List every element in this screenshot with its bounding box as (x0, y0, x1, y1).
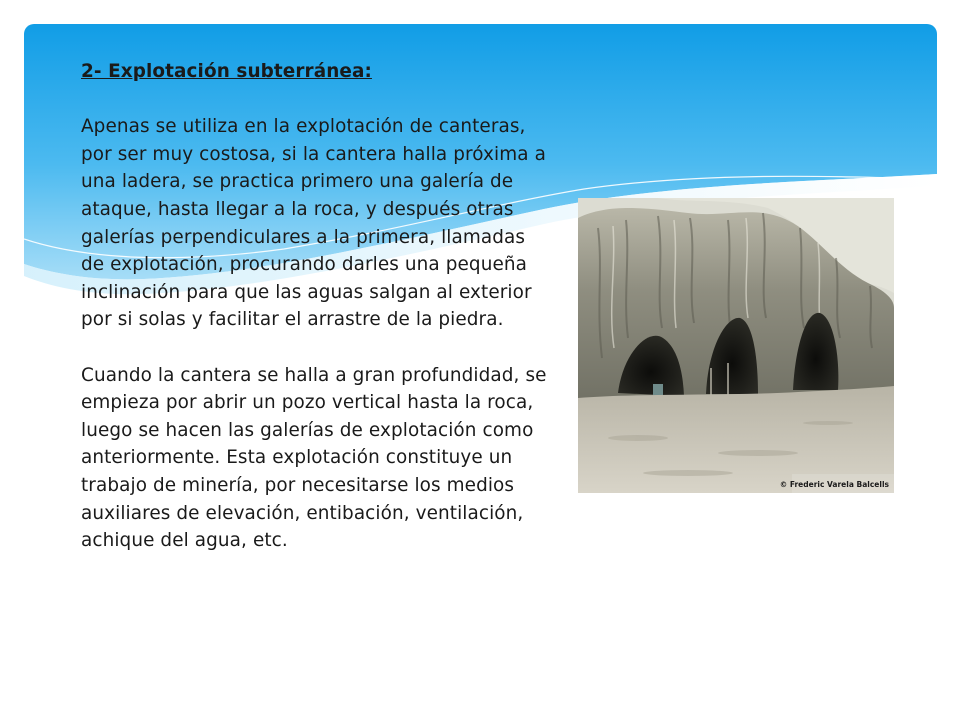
paragraph-pozo: Cuando la cantera se halla a gran profundidad, se empieza por abrir un pozo vertical hasta la roca, luego se hacen las galerías de explotación como anteriormente. Esta explotación constituye un trabajo de minería, por necesitarse los medios auxiliares de elevación, entibación, ventilación, achique del agua, etc. (81, 364, 547, 552)
slide (24, 24, 937, 698)
paragraph-galerias: Apenas se utiliza en la explotación de canteras, por ser muy costosa, si la cantera halla próxima a una ladera, se practica primero una galería de ataque, hasta llegar a la roca, y después otras galerías perpendiculares a la primera, llamadas de explotación, procurando darles una pequeña inclinación para que las aguas salgan al exterior por si solas y facilitar el arrastre de la piedra. (81, 116, 546, 331)
quarry-photo-drawing (578, 198, 894, 493)
quarry-photo (578, 198, 894, 493)
photo-credit: © Frederic Varela Balcells (779, 480, 889, 489)
section-heading: 2- Explotación subterránea: (81, 61, 372, 82)
content-text (81, 58, 551, 555)
